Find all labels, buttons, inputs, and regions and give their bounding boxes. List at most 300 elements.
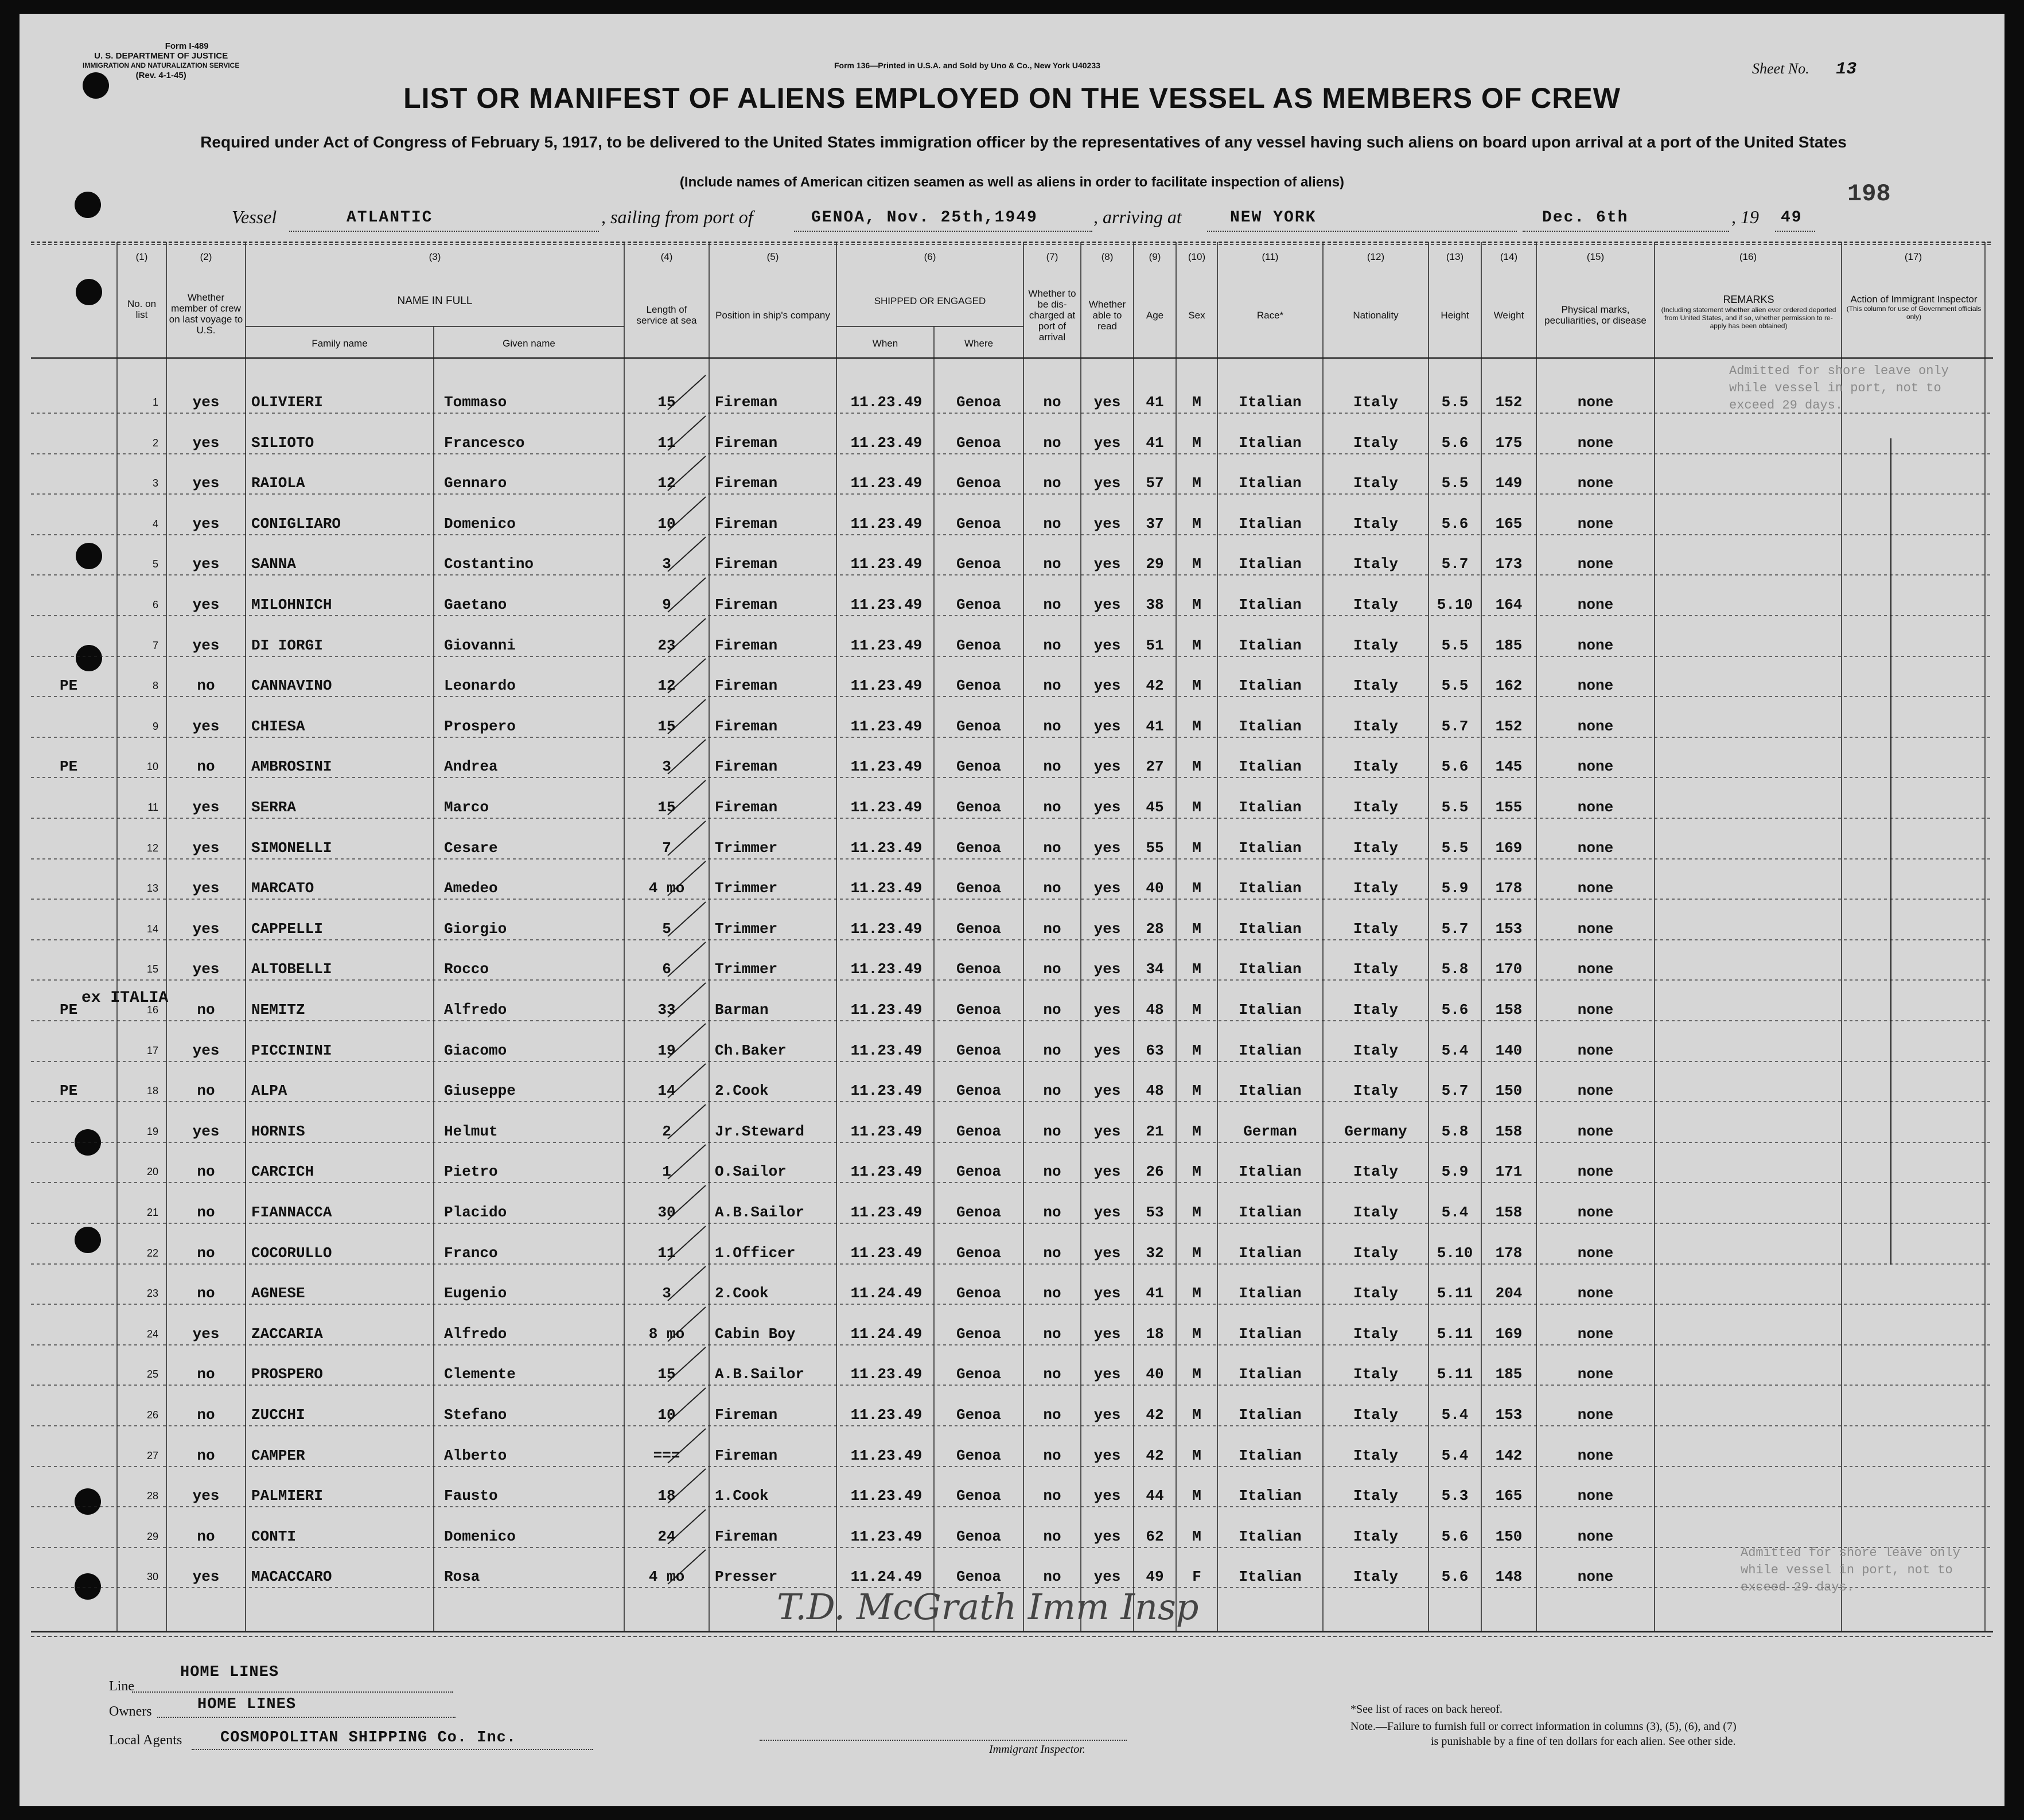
cell-read: yes (1093, 677, 1121, 694)
cell-race: Italian (1239, 1285, 1302, 1302)
cell-discharged: no (1043, 1528, 1061, 1545)
cell-length: 3 (662, 1285, 671, 1302)
cell-length: 15 (657, 1366, 676, 1383)
cell-no: 29 (146, 1531, 158, 1542)
sheet-label: Sheet No. (1752, 60, 1809, 77)
cell-marks: none (1577, 1366, 1614, 1383)
cell-sex: M (1192, 1406, 1201, 1424)
remarks-stamp-line: while vessel in port, not to (1729, 381, 1941, 395)
cell-height: 5.5 (1441, 677, 1469, 694)
cell-age: 49 (1146, 1568, 1164, 1585)
cell-position: Trimmer (715, 920, 778, 938)
cell-when: 11.23.49 (850, 1163, 923, 1180)
cell-member: yes (192, 960, 220, 978)
header-name-in-full: NAME IN FULL (397, 294, 473, 307)
cell-length: 10 (657, 1406, 676, 1424)
column-number: (6) (924, 251, 936, 262)
cell-read: yes (1093, 799, 1121, 816)
cell-when: 11.23.49 (850, 920, 923, 938)
cell-given-name: Giuseppe (444, 1082, 516, 1099)
header-action-sub: (This column for use of Government officials only) (1846, 305, 1982, 321)
cell-member: no (197, 1082, 215, 1099)
cell-position: Fireman (715, 1406, 778, 1424)
cell-where: Genoa (956, 880, 1001, 897)
cell-no: 26 (146, 1409, 158, 1421)
cell-age: 29 (1146, 555, 1164, 573)
cell-sex: M (1192, 839, 1201, 857)
cell-weight: 142 (1495, 1447, 1523, 1464)
cell-race: Italian (1239, 920, 1302, 938)
cell-discharged: no (1043, 1123, 1061, 1140)
cell-height: 5.5 (1441, 394, 1469, 411)
cell-length: 4 mo (648, 1568, 685, 1585)
cell-age: 42 (1146, 677, 1164, 694)
cell-sex: M (1192, 555, 1201, 573)
cell-age: 26 (1146, 1163, 1164, 1180)
cell-nationality: Italy (1353, 1447, 1398, 1464)
cell-no: 16 (146, 1004, 158, 1016)
cell-no: 3 (152, 477, 158, 489)
cell-race: Italian (1239, 434, 1302, 452)
cell-length: 6 (662, 960, 671, 978)
cell-given-name: Francesco (444, 434, 525, 452)
cell-no: 11 (147, 802, 158, 813)
agents-label: Local Agents (109, 1733, 182, 1748)
cell-weight: 152 (1495, 394, 1523, 411)
cell-when: 11.23.49 (850, 515, 923, 532)
cell-discharged: no (1043, 718, 1061, 735)
cell-marks: none (1577, 799, 1614, 816)
cell-read: yes (1093, 1285, 1121, 1302)
cell-age: 63 (1146, 1042, 1164, 1059)
cell-marks: none (1577, 637, 1614, 654)
cell-family-name: SIMONELLI (251, 839, 332, 857)
cell-weight: 153 (1495, 1406, 1523, 1424)
cell-sex: M (1192, 1204, 1201, 1221)
cell-nationality: Italy (1353, 1487, 1398, 1504)
remarks-stamp-line: exceed 29 days. (1729, 398, 1843, 413)
cell-race: Italian (1239, 515, 1302, 532)
cell-no: 1 (152, 396, 158, 408)
cell-when: 11.24.49 (850, 1285, 923, 1302)
cell-height: 5.6 (1441, 758, 1469, 775)
cell-no: 15 (146, 963, 158, 975)
cell-nationality: Italy (1353, 596, 1398, 613)
cell-given-name: Rocco (444, 960, 489, 978)
cell-given-name: Giovanni (444, 637, 516, 654)
cell-nationality: Italy (1353, 799, 1398, 816)
cell-read: yes (1093, 1406, 1121, 1424)
cell-height: 5.7 (1441, 920, 1469, 938)
cell-weight: 171 (1495, 1163, 1523, 1180)
cell-length: 18 (657, 1487, 676, 1504)
cell-height: 5.4 (1441, 1406, 1469, 1424)
cell-prefix: PE (60, 758, 78, 775)
cell-given-name: Alfredo (444, 1001, 507, 1018)
cell-given-name: Gennaro (444, 475, 507, 492)
cell-race: Italian (1239, 799, 1302, 816)
cell-race: Italian (1239, 1366, 1302, 1383)
owners-value: HOME LINES (197, 1696, 297, 1713)
cell-height: 5.6 (1441, 434, 1469, 452)
cell-where: Genoa (956, 434, 1001, 452)
cell-race: Italian (1239, 1001, 1302, 1018)
cell-where: Genoa (956, 920, 1001, 938)
cell-length: 7 (662, 839, 671, 857)
column-number: (3) (429, 251, 441, 262)
cell-member: yes (192, 1325, 220, 1343)
cell-height: 5.5 (1441, 637, 1469, 654)
cell-when: 11.23.49 (850, 1042, 923, 1059)
cell-length: 5 (662, 920, 671, 938)
cell-age: 42 (1146, 1406, 1164, 1424)
cell-marks: none (1577, 1528, 1614, 1545)
cell-where: Genoa (956, 1447, 1001, 1464)
cell-race: Italian (1239, 1487, 1302, 1504)
cell-discharged: no (1043, 434, 1061, 452)
cell-weight: 158 (1495, 1204, 1523, 1221)
departure-port: GENOA, Nov. 25th,1949 (811, 209, 1038, 227)
cell-given-name: Prospero (444, 718, 516, 735)
cell-member: yes (192, 1042, 220, 1059)
cell-member: no (197, 1447, 215, 1464)
fill-line (192, 1749, 593, 1750)
header-discharged: Whether to be dis-charged at port of arrival (1028, 287, 1076, 343)
cell-weight: 173 (1495, 555, 1523, 573)
cell-marks: none (1577, 758, 1614, 775)
cell-height: 5.9 (1441, 880, 1469, 897)
cell-position: 1.Cook (715, 1487, 769, 1504)
cell-given-name: Andrea (444, 758, 498, 775)
cell-position: 1.Officer (715, 1245, 796, 1262)
cell-discharged: no (1043, 555, 1061, 573)
cell-family-name: CHIESA (251, 718, 305, 735)
line-label: Line (109, 1679, 134, 1694)
cell-nationality: Italy (1353, 1528, 1398, 1545)
cell-age: 27 (1146, 758, 1164, 775)
cell-when: 11.23.49 (850, 880, 923, 897)
fill-line (132, 1691, 453, 1693)
cell-given-name: Alfredo (444, 1325, 507, 1343)
cell-given-name: Cesare (444, 839, 498, 857)
cell-family-name: COCORULLO (251, 1245, 332, 1262)
cell-sex: M (1192, 920, 1201, 938)
cell-position: Fireman (715, 758, 778, 775)
cell-given-name: Franco (444, 1245, 498, 1262)
cell-position: Trimmer (715, 839, 778, 857)
printer-line: Form 136—Printed in U.S.A. and Sold by Uno & Co., New York U40233 (834, 61, 1100, 70)
cell-where: Genoa (956, 1568, 1001, 1585)
cell-marks: none (1577, 677, 1614, 694)
cell-weight: 158 (1495, 1001, 1523, 1018)
header-when: When (872, 337, 898, 349)
cell-read: yes (1093, 1325, 1121, 1343)
cell-member: yes (192, 718, 220, 735)
cell-nationality: Italy (1353, 475, 1398, 492)
cell-nationality: Italy (1353, 1568, 1398, 1585)
cell-sex: M (1192, 960, 1201, 978)
cell-position: Barman (715, 1001, 769, 1018)
cell-height: 5.7 (1441, 718, 1469, 735)
cell-marks: none (1577, 718, 1614, 735)
cell-when: 11.23.49 (850, 799, 923, 816)
cell-member: yes (192, 839, 220, 857)
cell-marks: none (1577, 1568, 1614, 1585)
cell-marks: none (1577, 1163, 1614, 1180)
cell-discharged: no (1043, 1204, 1061, 1221)
vessel-label: Vessel (232, 207, 277, 227)
cell-position: A.B.Sailor (715, 1366, 805, 1383)
column-number: (7) (1046, 251, 1058, 262)
cell-marks: none (1577, 515, 1614, 532)
cell-height: 5.10 (1437, 596, 1473, 613)
cell-discharged: no (1043, 1042, 1061, 1059)
column-number: (11) (1262, 251, 1279, 262)
cell-given-name: Stefano (444, 1406, 507, 1424)
cell-weight: 170 (1495, 960, 1523, 978)
cell-weight: 164 (1495, 596, 1523, 613)
cell-no: 8 (152, 680, 158, 691)
cell-no: 25 (146, 1368, 158, 1380)
cell-race: Italian (1239, 758, 1302, 775)
remarks-stamp (1741, 1545, 1960, 1596)
cell-read: yes (1093, 1163, 1121, 1180)
cell-family-name: ALPA (251, 1082, 287, 1099)
cell-weight: 150 (1495, 1082, 1523, 1099)
header-able-to-read: Whether able to read (1088, 298, 1126, 332)
penalty-note-2: is punishable by a fine of ten dollars for each alien. See other side. (1431, 1735, 1736, 1748)
cell-length: 10 (657, 515, 676, 532)
cell-read: yes (1093, 1528, 1121, 1545)
cell-position: Cabin Boy (715, 1325, 796, 1343)
cell-family-name: MARCATO (251, 880, 314, 897)
column-number: (10) (1188, 251, 1206, 262)
manifest-sheet (20, 14, 2004, 1806)
cell-nationality: Germany (1344, 1123, 1407, 1140)
cell-where: Genoa (956, 1042, 1001, 1059)
cell-length: 8 mo (648, 1325, 685, 1343)
cell-length: 12 (657, 677, 676, 694)
cell-where: Genoa (956, 1528, 1001, 1545)
cell-read: yes (1093, 1042, 1121, 1059)
cell-position: Presser (715, 1568, 778, 1585)
cell-member: yes (192, 555, 220, 573)
cell-weight: 148 (1495, 1568, 1523, 1585)
cell-read: yes (1093, 1204, 1121, 1221)
cell-read: yes (1093, 637, 1121, 654)
cell-where: Genoa (956, 1204, 1001, 1221)
cell-height: 5.5 (1441, 799, 1469, 816)
cell-where: Genoa (956, 718, 1001, 735)
cell-sex: M (1192, 1285, 1201, 1302)
cell-race: Italian (1239, 1568, 1302, 1585)
cell-discharged: no (1043, 839, 1061, 857)
cell-race: Italian (1239, 1528, 1302, 1545)
cell-discharged: no (1043, 1163, 1061, 1180)
cell-race: Italian (1239, 637, 1302, 654)
cell-race: Italian (1239, 394, 1302, 411)
cell-discharged: no (1043, 1406, 1061, 1424)
cell-height: 5.11 (1437, 1366, 1473, 1383)
cell-member: no (197, 1204, 215, 1221)
cell-given-name: Placido (444, 1204, 507, 1221)
cell-given-name: Rosa (444, 1568, 480, 1585)
cell-marks: none (1577, 555, 1614, 573)
cell-where: Genoa (956, 1123, 1001, 1140)
cell-where: Genoa (956, 475, 1001, 492)
cell-member: yes (192, 515, 220, 532)
inspector-label: Immigrant Inspector. (989, 1743, 1085, 1756)
cell-family-name: SILIOTO (251, 434, 314, 452)
cell-nationality: Italy (1353, 1285, 1398, 1302)
cell-discharged: no (1043, 677, 1061, 694)
cell-marks: none (1577, 1406, 1614, 1424)
cell-member: no (197, 758, 215, 775)
header-nationality: Nationality (1353, 309, 1399, 321)
cell-weight: 158 (1495, 1123, 1523, 1140)
cell-where: Genoa (956, 677, 1001, 694)
cell-age: 55 (1146, 839, 1164, 857)
cell-marks: none (1577, 394, 1614, 411)
cell-member: yes (192, 1123, 220, 1140)
cell-weight: 140 (1495, 1042, 1523, 1059)
cell-given-name: Tommaso (444, 394, 507, 411)
cell-where: Genoa (956, 596, 1001, 613)
cell-no: 9 (152, 721, 158, 732)
cell-member: yes (192, 1487, 220, 1504)
cell-marks: none (1577, 475, 1614, 492)
cell-age: 41 (1146, 394, 1164, 411)
cell-read: yes (1093, 1001, 1121, 1018)
cell-family-name: CANNAVINO (251, 677, 332, 694)
cell-read: yes (1093, 960, 1121, 978)
cell-family-name: MACACCARO (251, 1568, 332, 1585)
cell-where: Genoa (956, 515, 1001, 532)
cell-read: yes (1093, 880, 1121, 897)
vessel-name: ATLANTIC (347, 209, 433, 227)
cell-when: 11.23.49 (850, 1487, 923, 1504)
cell-read: yes (1093, 718, 1121, 735)
cell-no: 12 (146, 842, 158, 854)
cell-member: yes (192, 880, 220, 897)
page-title: LIST OR MANIFEST OF ALIENS EMPLOYED ON THE VESSEL AS MEMBERS OF CREW (403, 82, 1621, 114)
column-number: (14) (1500, 251, 1518, 262)
cell-family-name: AGNESE (251, 1285, 305, 1302)
cell-length: 24 (657, 1528, 676, 1545)
cell-sex: M (1192, 677, 1201, 694)
cell-nationality: Italy (1353, 434, 1398, 452)
cell-marks: none (1577, 920, 1614, 938)
form-number: Form I-489 (165, 41, 209, 51)
cell-length: 2 (662, 1123, 671, 1140)
cell-position: A.B.Sailor (715, 1204, 805, 1221)
cell-length: 33 (657, 1001, 676, 1018)
cell-position: 2.Cook (715, 1082, 769, 1099)
cell-height: 5.6 (1441, 1568, 1469, 1585)
cell-marks: none (1577, 1285, 1614, 1302)
cell-discharged: no (1043, 1568, 1061, 1585)
cell-discharged: no (1043, 596, 1061, 613)
cell-member: yes (192, 434, 220, 452)
cell-position: Fireman (715, 799, 778, 816)
cell-age: 51 (1146, 637, 1164, 654)
cell-marks: none (1577, 880, 1614, 897)
column-number: (16) (1739, 251, 1757, 262)
column-number: (9) (1149, 251, 1161, 262)
cell-family-name: PALMIERI (251, 1487, 323, 1504)
cell-nationality: Italy (1353, 1245, 1398, 1262)
cell-position: Fireman (715, 1447, 778, 1464)
cell-height: 5.3 (1441, 1487, 1469, 1504)
cell-length: 19 (657, 1042, 676, 1059)
cell-position: Ch.Baker (715, 1042, 787, 1059)
cell-length: 15 (657, 394, 676, 411)
remarks-stamp (1729, 363, 1949, 414)
cell-family-name: CONIGLIARO (251, 515, 341, 532)
cell-discharged: no (1043, 637, 1061, 654)
column-number: (2) (200, 251, 212, 262)
cell-age: 40 (1146, 1366, 1164, 1383)
cell-given-name: Gaetano (444, 596, 507, 613)
header-sex: Sex (1188, 309, 1205, 321)
cell-read: yes (1093, 758, 1121, 775)
cell-no: 19 (146, 1126, 158, 1137)
header-weight: Weight (1493, 309, 1524, 321)
cell-position: Trimmer (715, 880, 778, 897)
cell-nationality: Italy (1353, 1042, 1398, 1059)
cell-marks: none (1577, 434, 1614, 452)
cell-sex: M (1192, 1123, 1201, 1140)
cell-height: 5.8 (1441, 960, 1469, 978)
cell-prefix: PE (60, 1082, 78, 1099)
cell-sex: M (1192, 1528, 1201, 1545)
cell-member: no (197, 1528, 215, 1545)
cell-position: Fireman (715, 677, 778, 694)
cell-where: Genoa (956, 1001, 1001, 1018)
cell-no: 24 (146, 1328, 158, 1340)
cell-sex: M (1192, 799, 1201, 816)
cell-read: yes (1093, 1447, 1121, 1464)
cell-length: 9 (662, 596, 671, 613)
cell-length: 14 (657, 1082, 676, 1099)
column-number: (5) (766, 251, 779, 262)
header-given-name: Given name (503, 337, 555, 349)
cell-sex: M (1192, 434, 1201, 452)
cell-sex: M (1192, 1245, 1201, 1262)
cell-when: 11.23.49 (850, 1447, 923, 1464)
column-number: (17) (1904, 251, 1922, 262)
cell-no: 30 (146, 1571, 158, 1582)
cell-age: 48 (1146, 1001, 1164, 1018)
cell-read: yes (1093, 920, 1121, 938)
cell-marks: none (1577, 1487, 1614, 1504)
cell-race: Italian (1239, 960, 1302, 978)
cell-weight: 178 (1495, 880, 1523, 897)
cell-weight: 149 (1495, 475, 1523, 492)
cell-member: no (197, 677, 215, 694)
cell-sex: M (1192, 637, 1201, 654)
cell-no: 6 (152, 599, 158, 610)
form-service: IMMIGRATION AND NATURALIZATION SERVICE (83, 61, 240, 69)
cell-marks: none (1577, 1325, 1614, 1343)
header-where: Where (964, 337, 994, 349)
header-age: Age (1146, 309, 1164, 321)
remarks-stamp-line: exceed 29 days. (1741, 1580, 1855, 1595)
cell-member: yes (192, 799, 220, 816)
cell-member: no (197, 1245, 215, 1262)
cell-no: 21 (146, 1207, 158, 1218)
cell-member: no (197, 1001, 215, 1018)
